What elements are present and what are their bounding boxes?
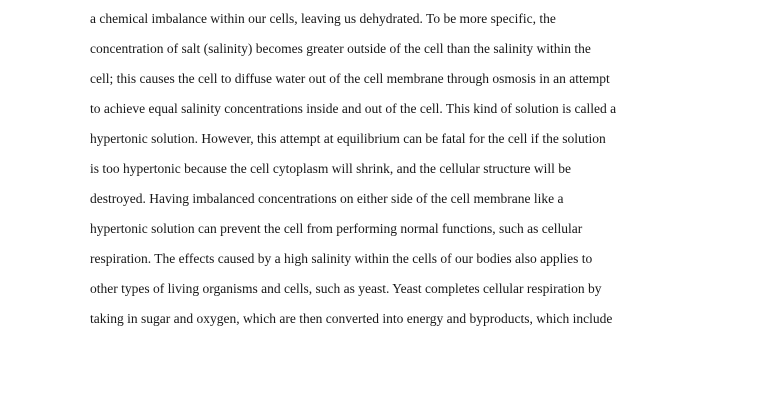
text-line-10: other types of living organisms and cells, such as yeast. Yeast completes cellular respiration by [90, 281, 602, 296]
text-line-11: taking in sugar and oxygen, which are then converted into energy and byproducts, which include [90, 311, 613, 326]
text-line-9: respiration. The effects caused by a high salinity within the cells of our bodies also applies to [90, 251, 593, 266]
body-paragraph [90, 4, 700, 334]
text-line-8: hypertonic solution can prevent the cell from performing normal functions, such as cellular [90, 221, 583, 236]
text-line-2: concentration of salt (salinity) becomes greater outside of the cell than the salinity within the [90, 41, 591, 56]
text-line-3: cell; this causes the cell to diffuse water out of the cell membrane through osmosis in an attempt [90, 71, 610, 86]
text-line-6: is too hypertonic because the cell cytoplasm will shrink, and the cellular structure will be [90, 161, 571, 176]
text-line-5: hypertonic solution. However, this attempt at equilibrium can be fatal for the cell if the solution [90, 131, 606, 146]
text-line-4: to achieve equal salinity concentrations inside and out of the cell. This kind of solution is called a [90, 101, 617, 116]
text-line-7: destroyed. Having imbalanced concentrations on either side of the cell membrane like a [90, 191, 564, 206]
text-line-1: a chemical imbalance within our cells, leaving us dehydrated. To be more specific, the [90, 11, 556, 26]
